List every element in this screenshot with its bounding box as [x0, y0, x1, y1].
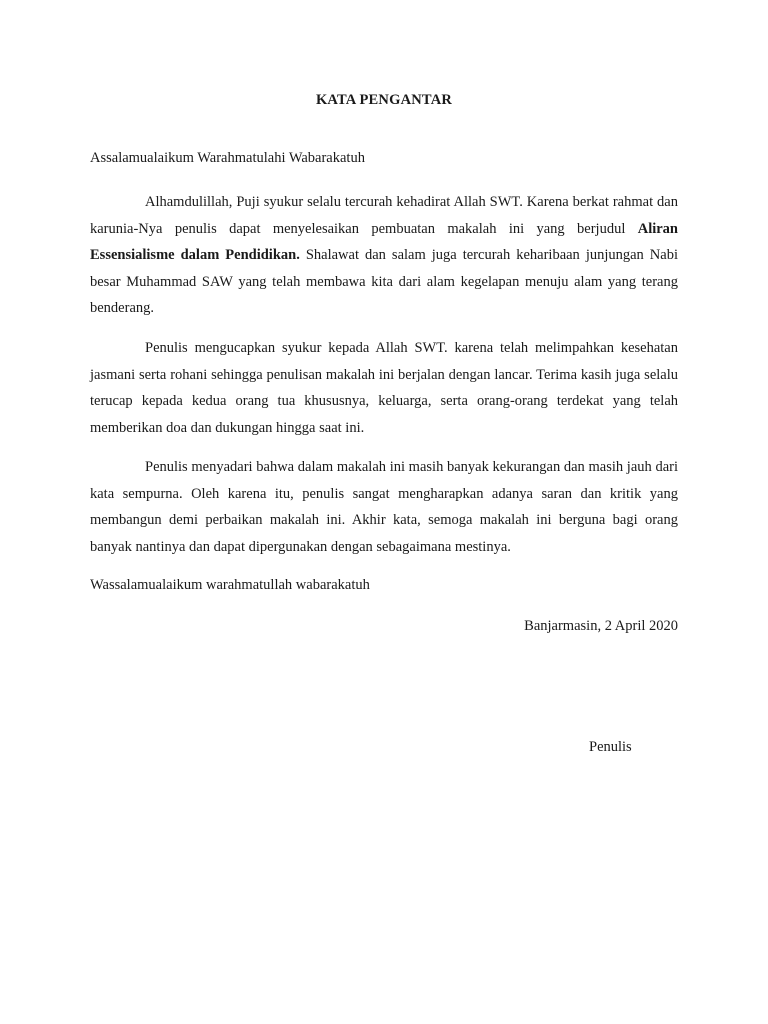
paragraph-3: Penulis menyadari bahwa dalam makalah ini masih banyak kekurangan dan masih jauh dari kata sempurna. Oleh karena itu, penulis sangat mengharapkan adanya saran dan kritik yang membangun demi perbaikan makalah ini. Akhir kata, semoga makalah ini berguna bagi orang banyak nantinya dan dapat dipergunakan dengan sebagaimana mestinya. — [90, 459, 678, 555]
place-date: Banjarmasin, 2 April 2020 — [524, 618, 678, 634]
page-title: KATA PENGANTAR — [315, 92, 453, 108]
paper-title-bold: Aliran Essensialisme dalam Pendidikan. — [90, 220, 678, 263]
paragraph-1 — [90, 189, 678, 322]
author-signature: Penulis — [589, 739, 632, 755]
paragraph-1-text-start: Alhamdulillah, Puji syukur selalu tercurah kehadirat Allah SWT. Karena berkat rahmat dan karunia-Nya penulis dapat menyelesaikan pembuatan makalah ini yang berjudul — [90, 194, 678, 237]
paragraph-2: Penulis mengucapkan syukur kepada Allah SWT. karena telah melimpahkan kesehatan jasmani serta rohani sehingga penulisan makalah ini berjalan dengan lancar. Terima kasih juga selalu terucap kepada kedua orang tua khususnya, keluarga, serta orang-orang terdekat yang telah memberikan doa dan dukungan hingga saat ini. — [90, 340, 678, 436]
paragraph-1-text-end: Shalawat dan salam juga tercurah keharibaan junjungan Nabi besar Muhammad SAW yang telah membawa kita dari alam kegelapan menuju alam yang terang benderang. — [90, 247, 678, 316]
greeting: Assalamualaikum Warahmatulahi Wabarakatuh — [90, 150, 365, 166]
closing-salutation: Wassalamualaikum warahmatullah wabarakatuh — [90, 577, 370, 593]
